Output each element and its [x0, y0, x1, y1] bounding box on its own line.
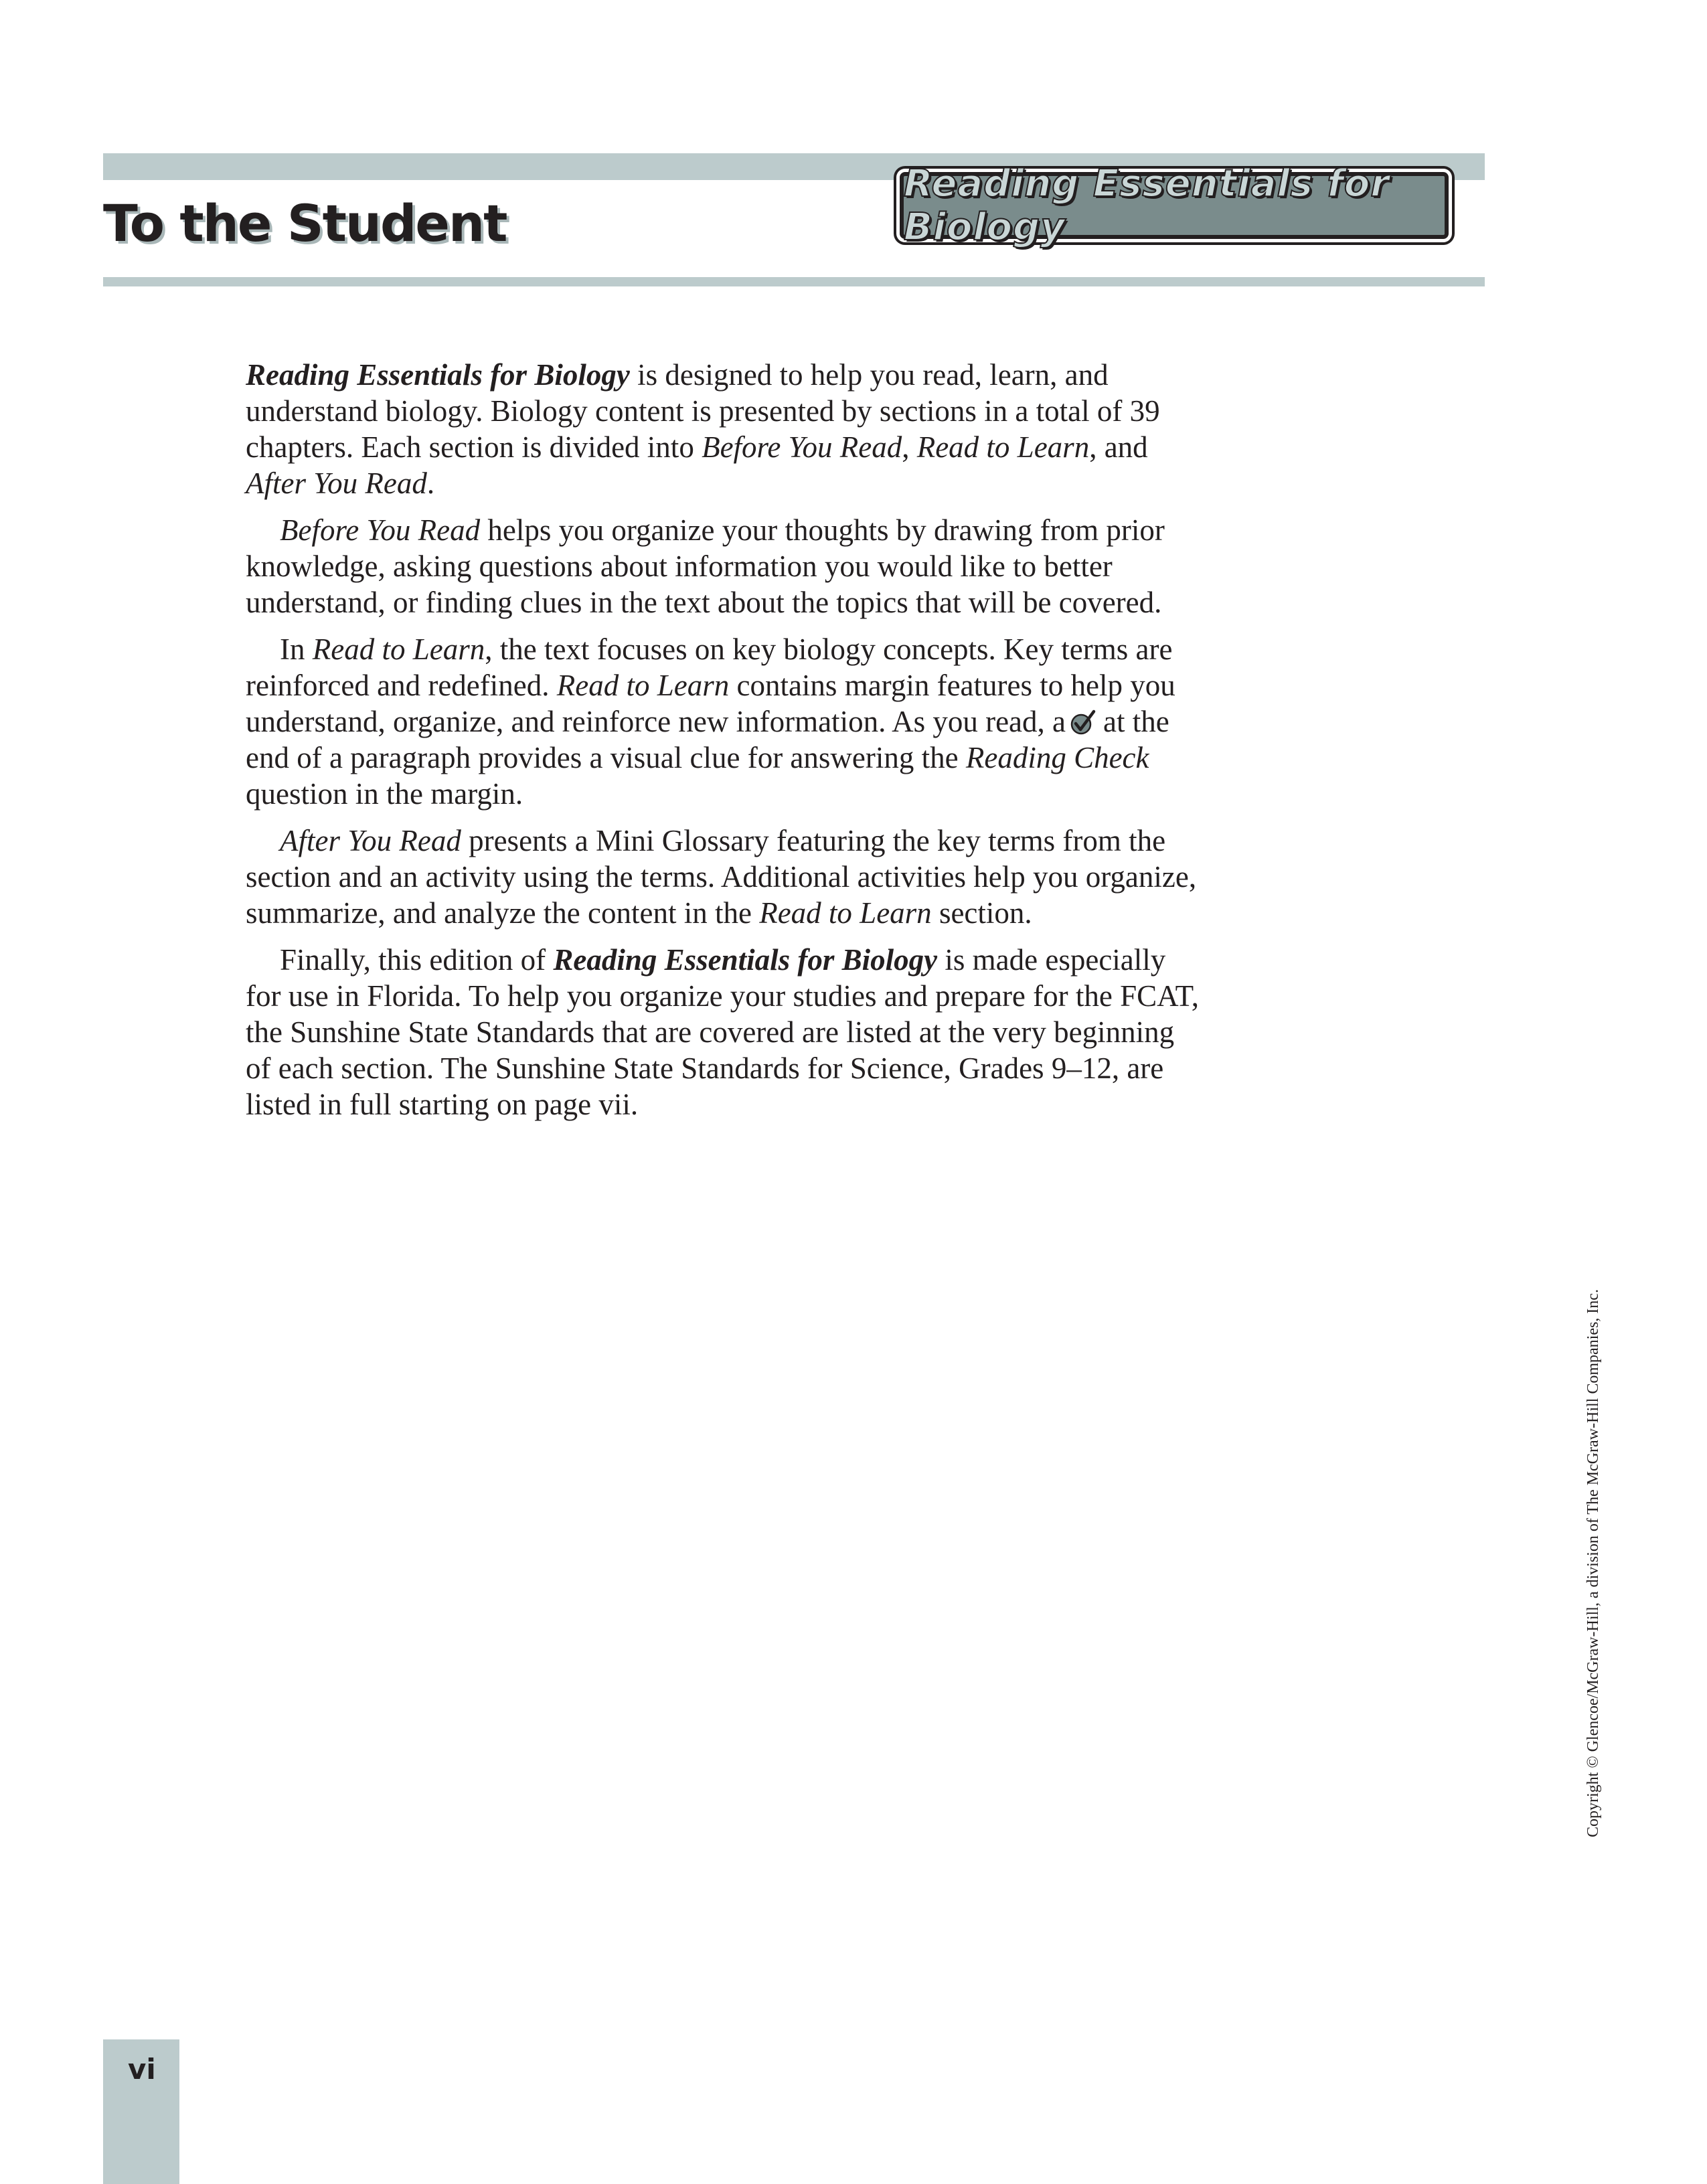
paragraph-before-you-read: Before You Read helps you organize your thoughts by drawing from prior knowledge, asking questions about information you would like to better understand, or finding clues in the text about the topics that will be covered. — [246, 513, 1165, 619]
book-title-badge — [900, 162, 1449, 249]
book-title: Reading Essentials for Biology — [246, 358, 630, 392]
page-number: vi — [128, 2053, 156, 2086]
page-title: To the Student — [103, 193, 507, 253]
copyright-notice — [1584, 1289, 1602, 1844]
paragraph-florida-edition: Finally, this edition of Reading Essentials for Biology is made especially for use in Florida. To help you organize your studies and prepare for the FCAT, the Sunshine State Standards that are covered are listed at the very beginning of each section. The Sunshine State Standards for Science, Grades 9–12, are listed in full starting on page vii. — [246, 943, 1200, 1121]
header-bottom-bar — [103, 277, 1485, 286]
page-number-tab — [103, 2039, 179, 2184]
book-title: Reading Essentials for Biology — [553, 943, 938, 977]
paragraph-read-to-learn: In Read to Learn, the text focuses on key biology concepts. Key terms are reinforced and redefined. Read to Learn contains margin features to help you understand, organize, and reinforce new information. As you read, a at the end of a paragraph provides a visual clue for answering the Reading Check question in the margin. — [246, 633, 1175, 811]
paragraph-intro: Reading Essentials for Biology is designed to help you read, learn, and understand biology. Biology content is presented by sections in a total of 39 chapters. Each section is divided into Before You Read, Read to Learn, and After You Read. — [246, 358, 1160, 500]
check-mark-icon — [1068, 709, 1098, 736]
book-title-badge-label: Reading Essentials for Biology — [904, 162, 1390, 249]
paragraph-after-you-read: After You Read presents a Mini Glossary featuring the key terms from the section and an activity using the terms. Additional activities help you organize, summarize, and analyze the content in the Read to Learn section. — [246, 824, 1197, 930]
copyright-text: Copyright © Glencoe/McGraw-Hill, a division of The McGraw-Hill Companies, Inc. — [1584, 1289, 1602, 1837]
body-text — [246, 357, 1200, 1133]
